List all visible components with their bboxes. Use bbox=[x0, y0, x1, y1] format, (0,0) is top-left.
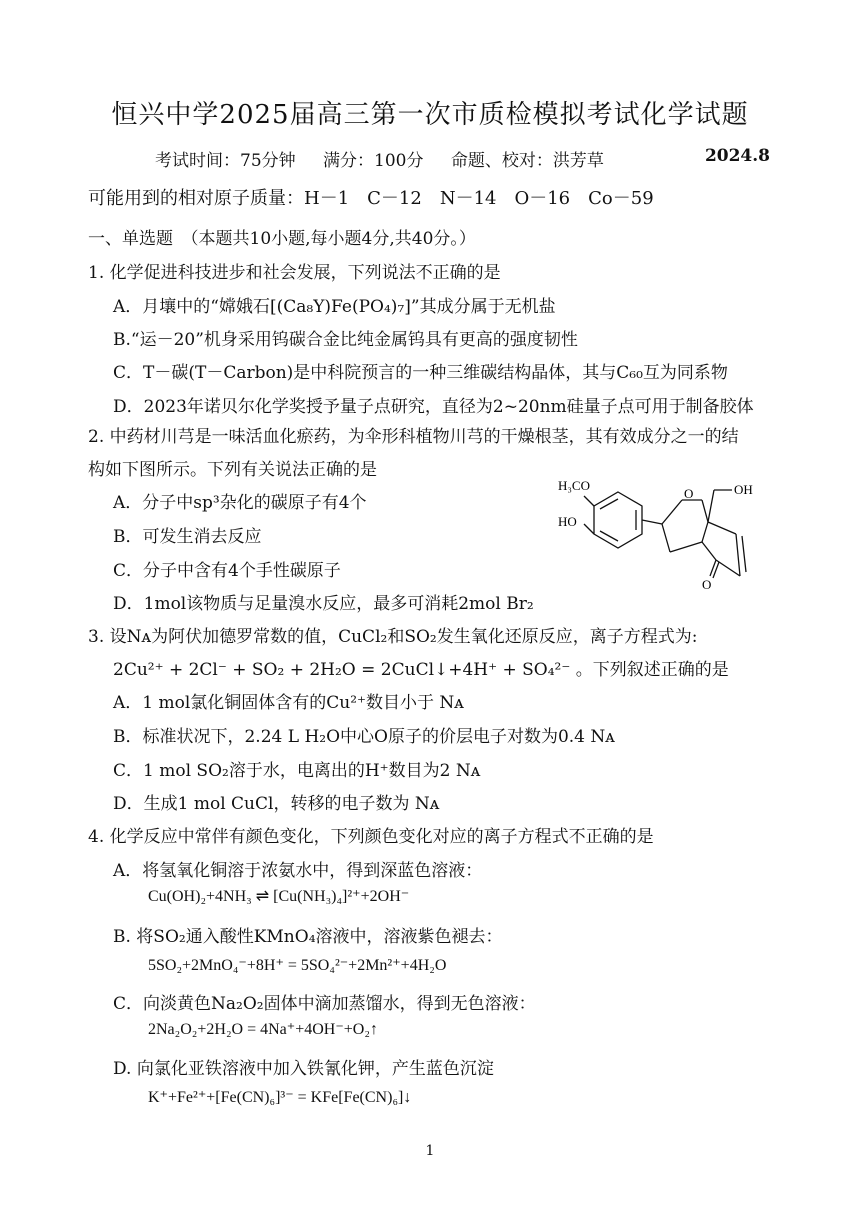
q4-equation-d: K⁺+Fe²⁺+[Fe(CN)₆]³⁻ = KFe[Fe(CN)₆]↓ bbox=[148, 1089, 412, 1106]
exam-author: 命题、校对：洪芳草 bbox=[450, 151, 604, 171]
q2-option-b: B．可发生消去反应 bbox=[113, 527, 262, 547]
mol-label-ho: HO bbox=[558, 514, 577, 529]
q3-option-a: A．1 mol氯化铜固体含有的Cu²⁺数目小于 Nᴀ bbox=[113, 693, 464, 713]
q4-equation-a: Cu(OH)₂+4NH₃ ⇌ [Cu(NH₃)₄]²⁺+2OH⁻ bbox=[148, 888, 410, 905]
q2-stem-1: 2. 中药材川芎是一味活血化瘀药，为伞形科植物川芎的干燥根茎，其有效成分之一的结 bbox=[88, 427, 739, 447]
molecule-structure bbox=[556, 472, 766, 592]
section-heading: 一、单选题 （本题共10小题,每小题4分,共40分。） bbox=[88, 229, 476, 249]
q4-option-a: A．将氢氧化铜溶于浓氨水中，得到深蓝色溶液： bbox=[113, 861, 483, 881]
q4-equation-b: 5SO₂+2MnO₄⁻+8H⁺ = 5SO₄²⁻+2Mn²⁺+4H₂O bbox=[148, 957, 447, 974]
exam-meta bbox=[155, 146, 770, 171]
q3-equation: 2Cu²⁺ + 2Cl⁻ + SO₂ + 2H₂O = 2CuCl↓+4H⁺ + SO₄²⁻ 。下列叙述正确的是 bbox=[113, 660, 729, 680]
q3-option-d: D．生成1 mol CuCl，转移的电子数为 Nᴀ bbox=[113, 794, 440, 814]
q4-stem: 4. 化学反应中常伴有颜色变化，下列颜色变化对应的离子方程式不正确的是 bbox=[88, 827, 654, 847]
q4-equation-c: 2Na₂O₂+2H₂O = 4Na⁺+4OH⁻+O₂↑ bbox=[148, 1021, 378, 1038]
q4-option-c: C．向淡黄色Na₂O₂固体中滴加蒸馏水，得到无色溶液： bbox=[113, 994, 536, 1014]
q3-option-c: C．1 mol SO₂溶于水，电离出的H⁺数目为2 Nᴀ bbox=[113, 761, 481, 781]
q3-stem: 3. 设Nᴀ为阿伏加德罗常数的值，CuCl₂和SO₂发生氧化还原反应，离子方程式为: bbox=[88, 627, 698, 647]
mol-label-h3co: H₃CO bbox=[558, 478, 590, 493]
q1-option-b: B.“运－20”机身采用钨碳合金比纯金属钨具有更高的强度韧性 bbox=[113, 330, 578, 350]
q2-option-c: C．分子中含有4个手性碳原子 bbox=[113, 561, 341, 581]
exam-time: 考试时间：75分钟 bbox=[155, 151, 296, 171]
mol-label-o-keto: O bbox=[702, 577, 712, 592]
q4-option-d: D. 向氯化亚铁溶液中加入铁氰化钾，产生蓝色沉淀 bbox=[113, 1059, 494, 1079]
q2-option-a: A．分子中sp³杂化的碳原子有4个 bbox=[113, 493, 367, 513]
q1-option-d: D．2023年诺贝尔化学奖授予量子点研究，直径为2~20nm硅量子点可用于制备胶体 bbox=[113, 397, 754, 417]
page-title: 恒兴中学2025届高三第一次市质检模拟考试化学试题 bbox=[111, 100, 749, 130]
q3-option-b: B．标准状况下，2.24 L H₂O中心O原子的价层电子对数为0.4 Nᴀ bbox=[113, 727, 615, 747]
page-number: 1 bbox=[425, 1143, 435, 1159]
exam-score: 满分：100分 bbox=[323, 151, 424, 171]
q1-stem: 1. 化学促进科技进步和社会发展，下列说法不正确的是 bbox=[88, 263, 501, 283]
exam-date: 2024.8 bbox=[704, 146, 770, 166]
q2-stem-2: 构如下图所示。下列有关说法正确的是 bbox=[88, 460, 377, 480]
mol-label-o-bridge: O bbox=[684, 486, 694, 501]
atomic-masses: 可能用到的相对原子质量：H－1 C－12 N－14 O－16 Co－59 bbox=[88, 188, 654, 209]
mol-label-oh: OH bbox=[734, 482, 753, 497]
q2-option-d: D．1mol该物质与足量溴水反应，最多可消耗2mol Br₂ bbox=[113, 594, 534, 614]
q4-option-b: B. 将SO₂通入酸性KMnO₄溶液中，溶液紫色褪去： bbox=[113, 927, 503, 947]
q1-option-a: A．月壤中的“嫦娥石[(Ca₈Y)Fe(PO₄)₇]”其成分属于无机盐 bbox=[113, 297, 556, 317]
q1-option-c: C．T－碳(T－Carbon)是中科院预言的一种三维碳结构晶体，其与C₆₀互为同系物 bbox=[113, 363, 728, 383]
